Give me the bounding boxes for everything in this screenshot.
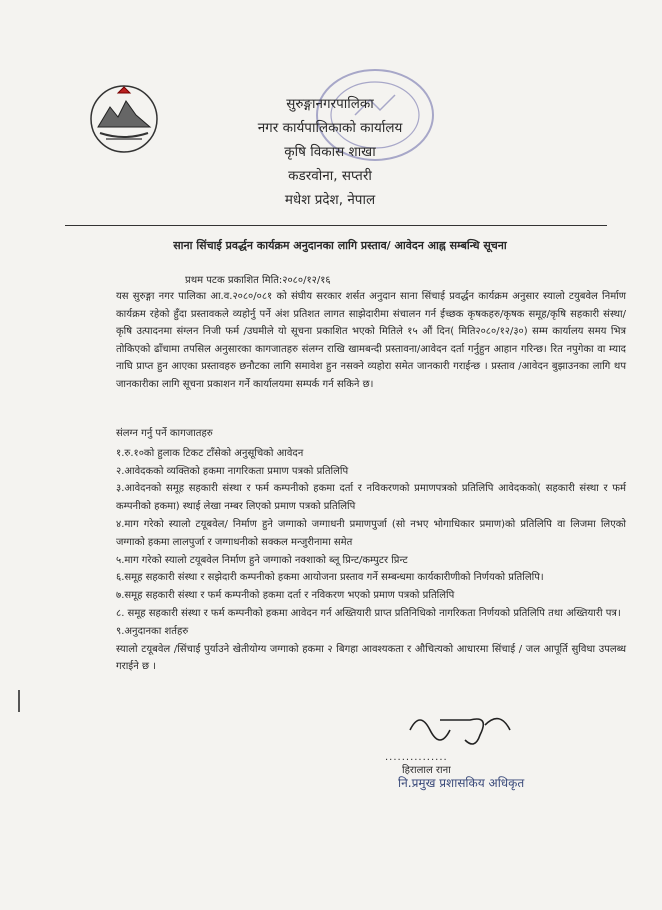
list-item: ४.माग गरेको स्यालो टयूबवेल/ निर्माण हुने जग्गाको जग्गाधनी प्रमाणपुर्जा (सो नभए भोगाधिकार प्रमाण)को प्रतिलिपि वा लिजमा लिएको जग्गाको हकमा लालपुर्जा र जग्गाधनीको सक्कल मन्जुरीनामा समेत <box>116 518 626 548</box>
list-item: ८. समूह सहकारी संस्था र फर्म कम्पनीको हकमा आवेदन गर्न अख्तियारी प्राप्त प्रतिनिधिको नागरिकता निर्णयको प्रतिलिपि तथा अख्तियारी पत्र। <box>116 607 621 619</box>
signatory-name: हिरालाल राना <box>402 765 451 776</box>
province-country: मधेश प्रदेश, नेपाल <box>284 192 376 208</box>
list-item: ७.समूह सहकारी संस्था र फर्म कम्पनीको हकमा दर्ता र नविकरण भएको प्रमाण पत्रको प्रतिलिपि <box>116 590 455 602</box>
office-header <box>180 92 480 212</box>
notice-body: यस सुरुङ्गा नगर पालिका आ.व.२०८०/०८१ को संघीय सरकार शर्सत अनुदान साना सिंचाई प्रवर्द्धन कार्यक्रम अनुसार स्यालो टयुबवेल निर्माण कार्यक्रम रहेको हुँदा प्रस्तावकले व्यहोर्नु पर्ने अंश प्रतिशत लागत साझेदारीमा संचालन गर्न ईच्छक कृषकहरु/कृषक समूह/कृषि सहकारी संस्था/कृषि उत्पादनमा संग्लन निजी फर्म /उघमीले यो सूचना प्रकाशित भएको मितिले १५ औं दिन( मिति२०८०/१२/३०) सम्म कार्यालय समय भित्र तोकिएको ढाँचामा तपसिल अनुसारका कागजातहरु संलग्न राखि खामबन्दी प्रस्तावना/आवेदन दर्ता गर्नुहुन आहान गरिन्छ। रित नपुगेका वा म्याद नाघि प्राप्त हुन आएका प्रस्तावहरु छनौटका लागि समावेश हुन नसक्ने व्यहोरा समेत जानकारी गराईन्छ । प्रस्ताव /आवेदन बुझाउनका लागि थप जानकारीका लागि सूचना प्रकाशन गर्ने कार्यालयमा सम्पर्क गर्न सकिने छ। <box>116 291 626 390</box>
list-item: स्यालो टयूबवेल /सिंचाई पुर्याउने खेतीयोग्य जग्गाको हकमा २ बिगहा आवश्यकता र औचित्यको आधारमा सिंचाई / जल आपूर्ति सुविधा उपलब्ध गराईने छ । <box>116 643 626 673</box>
municipality-name: सुरुङ्गानगरपालिका <box>286 96 374 112</box>
signature-icon <box>380 700 580 760</box>
list-item: ९.अनुदानका शर्तहरु <box>116 625 189 637</box>
published-date: प्रथम पटक प्रकाशित मिति:२०८०/१२/१६ <box>185 275 331 286</box>
signature-line: ............... <box>385 752 448 763</box>
margin-mark <box>18 690 20 712</box>
list-item: २.आवेदकको व्यक्तिको हकमा नागरिकता प्रमाण पत्रको प्रतिलिपि <box>116 465 349 477</box>
list-item: ३.आवेदनको समूह सहकारी संस्था र फर्म कम्पनीको हकमा दर्ता र नविकरणको प्रमाणपत्रको प्रतिलिपि आवेदकको( सहकारी संस्था र फर्म कम्पनीको हकमा) स्थाई लेखा नम्बर लिएको प्रमाण पत्रको प्रतिलिपि <box>116 483 626 513</box>
list-item: ६.समूह सहकारी संस्था र सझेदारी कम्पनीको हकमा आयोजना प्रस्ताव गर्ने सम्बन्धमा कार्यकारीणीको निर्णयको प्रतिलिपि। <box>116 572 544 584</box>
section-name: कृषि विकास शाखा <box>284 144 376 160</box>
list-item: १.रु.१०को हुलाक टिकट टाँसेको अनुसूचिको आवेदन <box>116 447 304 459</box>
list-heading: संलग्न गर्नु पर्ने कागजातहरु <box>116 428 213 439</box>
list-item: ५.माग गरेको स्यालो टयूबवेल निर्माण हुने जग्गाको नक्शाको ब्लू प्रिन्ट/कम्पुटर प्रिन्ट <box>116 554 408 566</box>
office-location: कडरवोना, सप्तरी <box>288 168 372 184</box>
required-documents-list <box>116 425 626 676</box>
office-name: नगर कार्यपालिकाको कार्यालय <box>257 120 403 136</box>
header-divider <box>65 225 607 226</box>
signatory-title: नि.प्रमुख प्रशासकिय अधिकृत <box>398 776 525 790</box>
government-emblem-icon <box>88 83 160 155</box>
notice-title: साना सिंचाई प्रवर्द्धन कार्यक्रम अनुदानका लागि प्रस्ताव/ आवेदन आह्न सम्बन्धि सूचना <box>173 239 507 252</box>
